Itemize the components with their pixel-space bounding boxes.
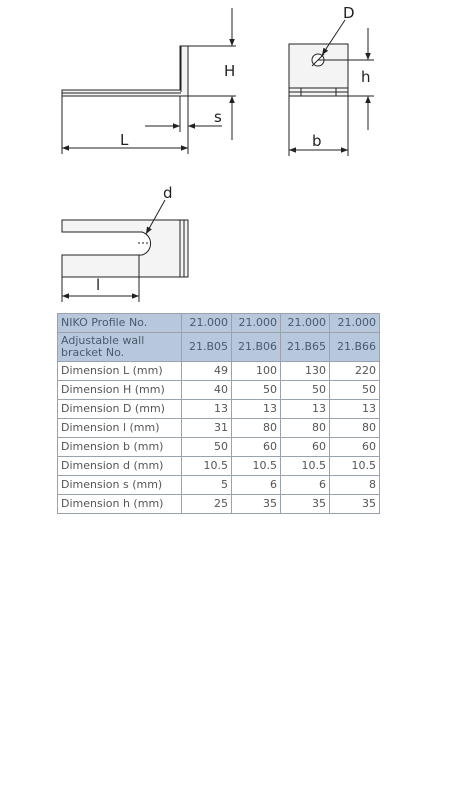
- cell-value: 35: [281, 495, 330, 514]
- label-D: D: [343, 4, 355, 22]
- row-label: NIKO Profile No.: [58, 314, 182, 333]
- cell-value: 21.B05: [182, 333, 232, 362]
- cell-value: 21.B66: [330, 333, 380, 362]
- table-row: [58, 333, 380, 362]
- cell-value: 13: [281, 400, 330, 419]
- cell-value: 21.000: [232, 314, 281, 333]
- cell-value: 13: [330, 400, 380, 419]
- label-l: l: [96, 276, 101, 294]
- label-h: h: [361, 68, 371, 86]
- cell-value: 50: [232, 381, 281, 400]
- cell-value: 35: [232, 495, 281, 514]
- cell-value: 60: [232, 438, 281, 457]
- row-label: Adjustable wall bracket No.: [58, 333, 182, 362]
- cell-value: 80: [281, 419, 330, 438]
- cell-value: 21.000: [330, 314, 380, 333]
- cell-value: 35: [330, 495, 380, 514]
- table-row: [58, 400, 380, 419]
- cell-value: 10.5: [182, 457, 232, 476]
- row-label: Dimension s (mm): [58, 476, 182, 495]
- row-label: Dimension H (mm): [58, 381, 182, 400]
- table-row: [58, 476, 380, 495]
- cell-value: 60: [281, 438, 330, 457]
- cell-value: 50: [281, 381, 330, 400]
- cell-value: 49: [182, 362, 232, 381]
- row-label: Dimension l (mm): [58, 419, 182, 438]
- cell-value: 21.B06: [232, 333, 281, 362]
- cell-value: 25: [182, 495, 232, 514]
- table-row: [58, 381, 380, 400]
- cell-value: 21.B65: [281, 333, 330, 362]
- label-d: d: [163, 184, 173, 202]
- cell-value: 13: [182, 400, 232, 419]
- row-label: Dimension b (mm): [58, 438, 182, 457]
- label-L: L: [120, 131, 129, 149]
- table-row: [58, 314, 380, 333]
- cell-value: 10.5: [232, 457, 281, 476]
- label-s: s: [214, 108, 222, 126]
- cell-value: 220: [330, 362, 380, 381]
- cell-value: 21.000: [182, 314, 232, 333]
- cell-value: 50: [330, 381, 380, 400]
- cell-value: 40: [182, 381, 232, 400]
- cell-value: 130: [281, 362, 330, 381]
- table-row: [58, 495, 380, 514]
- row-label: Dimension d (mm): [58, 457, 182, 476]
- table-row: [58, 362, 380, 381]
- cell-value: 80: [330, 419, 380, 438]
- cell-value: 10.5: [281, 457, 330, 476]
- table-row: [58, 419, 380, 438]
- side-view-bracket: [62, 46, 188, 96]
- row-label: Dimension D (mm): [58, 400, 182, 419]
- cell-value: 6: [232, 476, 281, 495]
- cell-value: 31: [182, 419, 232, 438]
- cell-value: 100: [232, 362, 281, 381]
- front-view-bracket: [289, 44, 348, 96]
- cell-value: 80: [232, 419, 281, 438]
- cell-value: 50: [182, 438, 232, 457]
- label-b: b: [312, 132, 322, 150]
- technical-drawing: [0, 0, 467, 310]
- cell-value: 60: [330, 438, 380, 457]
- cell-value: 21.000: [281, 314, 330, 333]
- row-label: Dimension L (mm): [58, 362, 182, 381]
- cell-value: 5: [182, 476, 232, 495]
- row-label: Dimension h (mm): [58, 495, 182, 514]
- label-H: H: [224, 62, 236, 80]
- table-row: [58, 438, 380, 457]
- cell-value: 10.5: [330, 457, 380, 476]
- cell-value: 8: [330, 476, 380, 495]
- cell-value: 13: [232, 400, 281, 419]
- cell-value: 6: [281, 476, 330, 495]
- top-view-bracket: [62, 220, 188, 277]
- table-row: [58, 457, 380, 476]
- specifications-table: [57, 313, 380, 514]
